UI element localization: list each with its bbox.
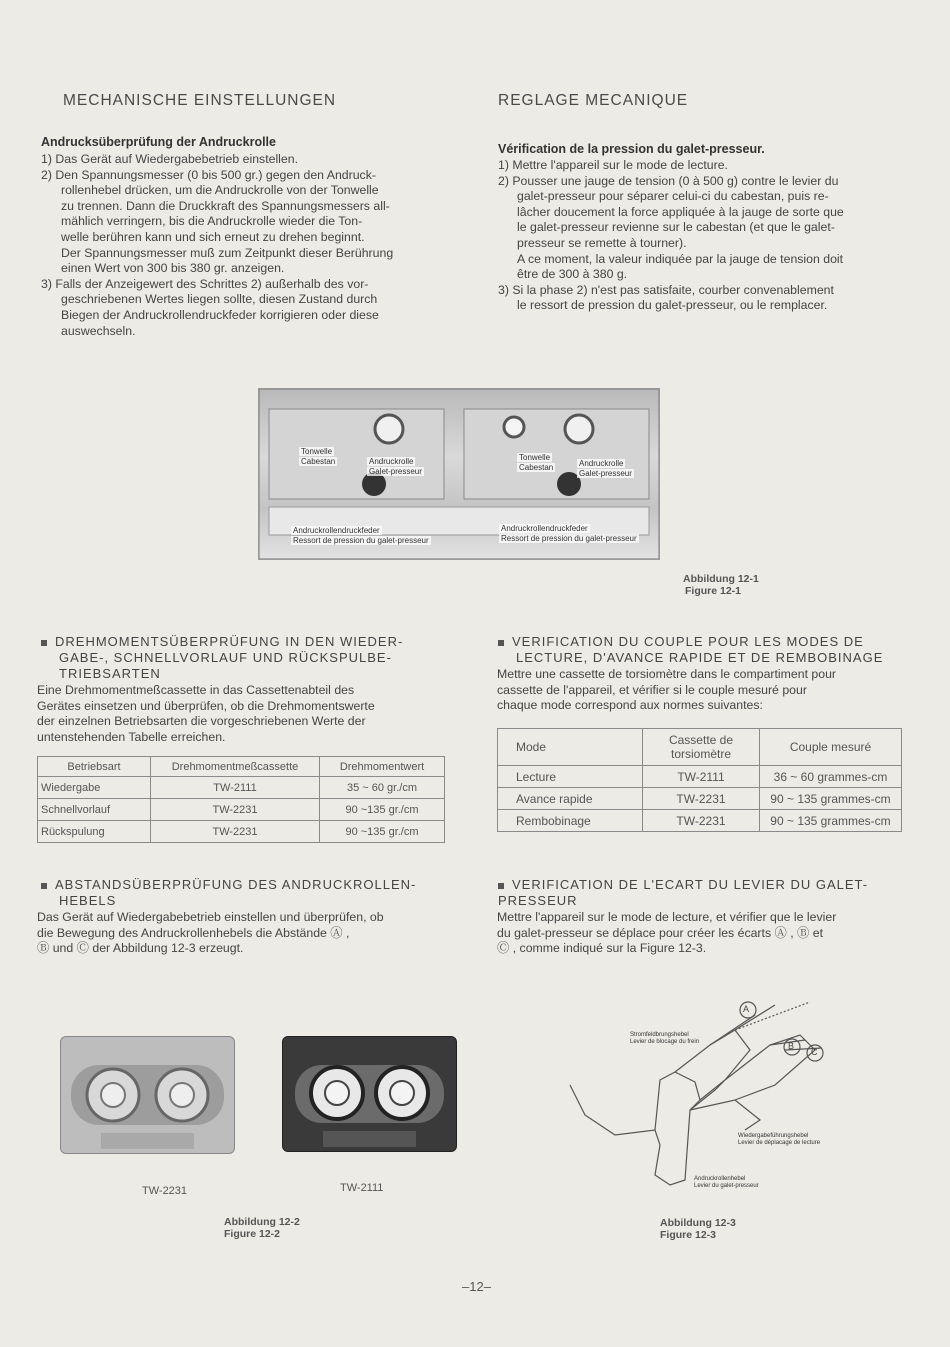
text-line: le ressort de pression du galet-presseur, ou le remplacer. xyxy=(517,298,828,313)
heading-line: DREHMOMENTSÜBERPRÜFUNG IN DEN WIEDER- xyxy=(55,634,404,649)
figure-12-1-caption xyxy=(683,573,759,597)
heading-line: VERIFICATION DE L'ECART DU LEVIER DU GALET- xyxy=(512,877,869,892)
text-line: geschriebenen Wertes liegen sollte, diesen Zustand durch xyxy=(61,292,378,307)
table-row xyxy=(38,821,445,843)
label-line: Levier de déplacage de lecture xyxy=(738,1140,821,1146)
text-line: Das Gerät auf Wiedergabebetrieb einstellen und überprüfen, ob xyxy=(37,910,384,924)
table-header: Mode xyxy=(498,729,643,766)
table-header: Couple mesuré xyxy=(760,729,902,766)
table-cell: Avance rapide xyxy=(498,788,643,810)
text-gap-fr xyxy=(497,910,907,957)
table-cell: 90 ~135 gr./cm xyxy=(320,821,445,843)
table-cell: Rückspulung xyxy=(38,821,151,843)
heading-line: TRIEBSARTEN xyxy=(59,666,161,681)
text-line: le galet-presseur revienne sur le cabestan (et que le galet- xyxy=(517,220,835,235)
text-line: Eine Drehmomentmeßcassette in das Cassettenabteil des xyxy=(37,683,355,697)
label-andruckrolle: Andruckrolle xyxy=(579,459,624,468)
label-line: Levier du galet-presseur xyxy=(694,1183,759,1189)
table-cell: TW-2111 xyxy=(643,766,760,788)
table-row xyxy=(498,788,902,810)
text-line: 1) Mettre l'appareil sur le mode de lecture. xyxy=(498,158,728,172)
table-cell: TW-2231 xyxy=(151,821,320,843)
table-cell: Rembobinage xyxy=(498,810,643,832)
label-pinch-lever xyxy=(692,1176,761,1190)
table-row xyxy=(38,777,445,799)
label-tw-2111: TW-2111 xyxy=(340,1182,384,1194)
text-line: Gerätes einsetzen und überprüfen, ob die Drehmomentswerte xyxy=(37,698,375,713)
table-cell: TW-2231 xyxy=(151,799,320,821)
lever-drawing xyxy=(560,990,850,1195)
subheading-de: Andrucksüberprüfung der Andruckrolle xyxy=(41,135,276,149)
text-line: 2) Den Spannungsmesser (0 bis 500 gr.) gegen den Andruck- xyxy=(41,167,376,182)
caption-fr: Figure 12-1 xyxy=(685,585,742,597)
text-line: Ⓒ , comme indiqué sur la Figure 12-3. xyxy=(497,941,707,956)
label-ressort: Ressort de pression du galet-presseur xyxy=(501,534,637,543)
text-line: lâcher doucement la force appliquée à la jauge de sorte que xyxy=(517,204,844,219)
subheading-fr: Vérification de la pression du galet-presseur. xyxy=(498,142,765,156)
mark-b: B xyxy=(788,1041,795,1051)
table-header-row xyxy=(498,729,902,766)
heading-line: LECTURE, D'AVANCE RAPIDE ET DE REMBOBINAGE xyxy=(516,650,884,665)
bullet-icon xyxy=(41,883,47,889)
label-druckfeder: Andruckrollendruckfeder xyxy=(501,524,588,533)
label-druckfeder: Andruckrollendruckfeder xyxy=(293,526,380,535)
text-line: 3) Falls der Anzeigewert des Schrittes 2) außerhalb des vor- xyxy=(41,276,369,291)
label-line: Stromfeldbrungshebel xyxy=(630,1032,689,1038)
text-line: auswechseln. xyxy=(61,323,136,338)
mark-c: C xyxy=(811,1047,818,1057)
text-line: Der Spannungsmesser muß zum Zeitpunkt dieser Berührung xyxy=(61,245,394,260)
text-line: mählich verringern, bis die Andruckrolle wieder die Ton- xyxy=(61,214,363,229)
label-line: Andruckrollenhebel xyxy=(694,1176,746,1182)
page-number: –12– xyxy=(462,1279,491,1294)
label-tonwelle: Tonwelle xyxy=(301,447,333,456)
section-heading-gap-fr xyxy=(498,877,908,909)
text-torque-fr xyxy=(497,667,907,714)
cassette-drawing xyxy=(283,1037,456,1151)
table-cell: TW-2231 xyxy=(643,810,760,832)
caption-fr: Figure 12-2 xyxy=(224,1228,281,1240)
table-cell: TW-2231 xyxy=(643,788,760,810)
label-tw-2231: TW-2231 xyxy=(142,1185,188,1197)
label-cabestan: Cabestan xyxy=(519,463,554,472)
text-line: 3) Si la phase 2) n'est pas satisfaite, courber convenablement xyxy=(498,282,834,297)
caption-fr: Figure 12-3 xyxy=(660,1229,717,1241)
label-galet-presseur: Galet-presseur xyxy=(369,467,422,476)
table-header: Drehmomentwert xyxy=(320,757,445,777)
table-row xyxy=(498,766,902,788)
text-line: chaque mode correspond aux normes suivantes: xyxy=(497,698,763,713)
torque-table-de xyxy=(37,756,445,843)
label-line: Wiedergabeführungshebel xyxy=(738,1133,809,1139)
text-line: Mettre l'appareil sur le mode de lecture, et vérifier que le levier xyxy=(497,910,837,924)
table-header-row xyxy=(38,757,445,777)
section-heading-torque-fr xyxy=(498,634,908,666)
bullet-icon xyxy=(41,640,47,646)
text-line: A ce moment, la valeur indiquée par la jauge de tension doit xyxy=(517,251,844,266)
text-line: du galet-presseur se déplace pour créer les écarts Ⓐ , Ⓑ et xyxy=(497,925,824,940)
caption-de: Abbildung 12-2 xyxy=(224,1216,300,1228)
text-line: presseur se remette à tourner). xyxy=(517,235,687,250)
label-tonwelle: Tonwelle xyxy=(519,453,551,462)
label-galet-presseur: Galet-presseur xyxy=(579,469,632,478)
text-line: cassette de l'appareil, et vérifier si le couple mesuré pour xyxy=(497,682,807,697)
label-line: Levier de blocage du frein xyxy=(630,1039,700,1045)
section-heading-torque-de xyxy=(41,634,451,682)
text-fr-pressure xyxy=(498,158,908,314)
text-line: galet-presseur pour séparer celui-ci du cabestan, puis re- xyxy=(517,189,829,204)
text-torque-de xyxy=(37,683,447,745)
table-cell: Wiedergabe xyxy=(38,777,151,799)
section-heading-gap-de xyxy=(41,877,451,909)
text-line: 2) Pousser une jauge de tension (0 à 500 g) contre le levier du xyxy=(498,173,839,188)
label-ressort: Ressort de pression du galet-presseur xyxy=(293,536,429,545)
caption-de: Abbildung 12-1 xyxy=(683,573,759,585)
table-cell: 35 ~ 60 gr./cm xyxy=(320,777,445,799)
table-cell: 90 ~135 gr./cm xyxy=(320,799,445,821)
figure-12-3-diagram xyxy=(560,990,850,1195)
figure-12-2-caption xyxy=(224,1216,300,1240)
mark-a: A xyxy=(743,1004,750,1014)
text-line: Mettre une cassette de torsiomètre dans le compartiment pour xyxy=(497,667,837,681)
text-line: Biegen der Andruckrollendruckfeder korrigieren oder diese xyxy=(61,307,379,322)
table-cell: Schnellvorlauf xyxy=(38,799,151,821)
torque-table-fr xyxy=(497,728,902,832)
label-andruckrolle: Andruckrolle xyxy=(369,457,414,466)
table-row xyxy=(38,799,445,821)
text-line: die Bewegung des Andruckrollenhebels die Abstände Ⓐ , xyxy=(37,925,350,940)
text-line: zu trennen. Dann die Druckkraft des Spannungsmessers all- xyxy=(61,198,390,213)
figure-12-1-photo xyxy=(258,388,660,560)
figure-12-3-caption xyxy=(660,1217,736,1241)
text-gap-de xyxy=(37,910,452,957)
table-cell: Lecture xyxy=(498,766,643,788)
table-header: Cassette de torsiomètre xyxy=(643,729,760,766)
cassette-tw-2111 xyxy=(282,1036,457,1152)
table-header: Drehmomentmeßcassette xyxy=(151,757,320,777)
text-line: Ⓑ und Ⓒ der Abbildung 12-3 erzeugt. xyxy=(37,941,244,956)
table-row xyxy=(498,810,902,832)
heading-line: VERIFICATION DU COUPLE POUR LES MODES DE xyxy=(512,634,864,649)
label-playback-lever xyxy=(736,1133,822,1147)
table-cell: TW-2111 xyxy=(151,777,320,799)
bullet-icon xyxy=(498,640,504,646)
text-line: einen Wert von 300 bis 380 gr. anzeigen. xyxy=(61,261,285,276)
caption-de: Abbildung 12-3 xyxy=(660,1217,736,1229)
text-line: rollenhebel drücken, um die Andruckrolle von der Tonwelle xyxy=(61,183,379,198)
heading-line: ABSTANDSÜBERPRÜFUNG DES ANDRUCKROLLEN- xyxy=(55,877,417,892)
cassette-drawing xyxy=(61,1037,234,1153)
text-line: der einzelnen Betriebsarten die vorgeschriebenen Werte der xyxy=(37,714,366,729)
table-cell: 90 ~ 135 grammes-cm xyxy=(760,788,902,810)
text-line: untenstehenden Tabelle erreichen. xyxy=(37,729,226,744)
heading-line: HEBELS xyxy=(59,893,117,908)
text-line: être de 300 à 380 g. xyxy=(517,267,628,282)
cassette-tw-2231 xyxy=(60,1036,235,1154)
table-cell: 36 ~ 60 grammes-cm xyxy=(760,766,902,788)
heading-line: PRESSEUR xyxy=(498,893,578,908)
table-cell: 90 ~ 135 grammes-cm xyxy=(760,810,902,832)
text-line: welle berühren kann und sich erneut zu drehen beginnt. xyxy=(61,229,365,244)
label-cabestan: Cabestan xyxy=(301,457,336,466)
table-header: Betriebsart xyxy=(38,757,151,777)
bullet-icon xyxy=(498,883,504,889)
text-de-pressure xyxy=(41,152,451,339)
heading-de: MECHANISCHE EINSTELLUNGEN xyxy=(63,92,337,109)
text-line: 1) Das Gerät auf Wiedergabebetrieb einstellen. xyxy=(41,152,299,166)
label-brake-lever xyxy=(628,1032,701,1046)
heading-fr: REGLAGE MECANIQUE xyxy=(498,92,689,109)
heading-line: GABE-, SCHNELLVORLAUF UND RÜCKSPULBE- xyxy=(59,650,392,665)
